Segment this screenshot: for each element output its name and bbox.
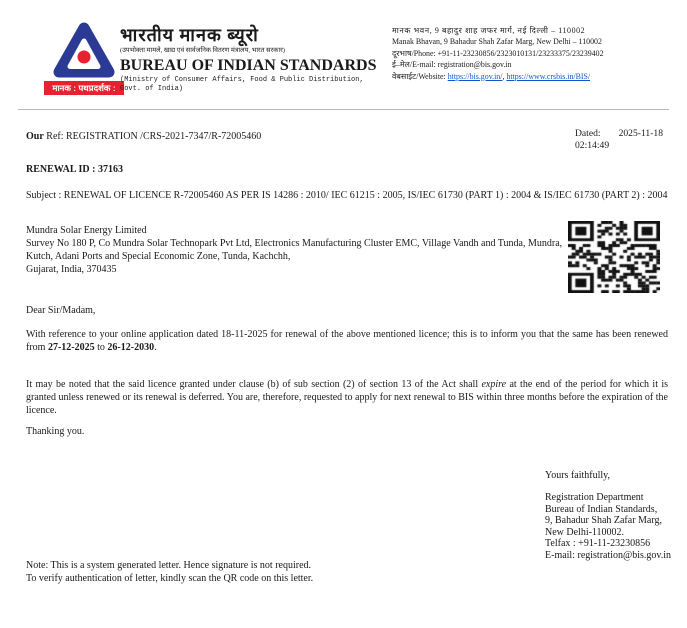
recipient-address-line: Gujarat, India, 370435 [26, 264, 117, 275]
recipient-name: Mundra Solar Energy Limited [26, 225, 147, 236]
org-title-english: BUREAU OF INDIAN STANDARDS [120, 57, 377, 74]
ref-label: Our [26, 131, 44, 142]
contact-address-english: Manak Bhavan, 9 Bahadur Shah Zafar Marg, New Delhi – 110002 [392, 37, 602, 47]
ref-line [26, 131, 261, 142]
website-separator: , [502, 71, 507, 81]
paragraph-text: With reference to your online application dated 18-11-2025 for renewal of the above mentioned licence; this is to inform you that the same has been renewed from [26, 329, 668, 353]
contact-phone-line [392, 48, 685, 59]
org-title-hindi: भारतीय मानक ब्यूरो [120, 25, 259, 45]
signature-line: E-mail: registration@bis.gov.in [545, 549, 672, 561]
signature-block [545, 492, 671, 561]
renewal-id: RENEWAL ID : 37163 [26, 164, 123, 175]
phone-value: +91-11-23230856/2323010131/23233375/23239402 [437, 48, 604, 58]
signature-line: Bureau of Indian Standards, [545, 503, 658, 515]
renewal-paragraph [26, 328, 668, 354]
expire-emphasis: expire [481, 379, 507, 390]
salutation: Dear Sir/Madam, [26, 305, 96, 316]
bis-logo [44, 22, 124, 95]
dated-date: 2025-11-18 [618, 128, 663, 139]
contact-email-line [392, 59, 685, 70]
footer-note [26, 559, 313, 585]
dated-time: 02:14:49 [575, 139, 610, 151]
recipient-address-line: Kutch, Adani Ports and Special Economic Zone, Tunda, Kachchh, [26, 251, 291, 262]
paragraph-text: . [154, 342, 157, 353]
renewal-end-date: 26-12-2030 [107, 342, 155, 353]
paragraph-text: It may be noted that the said licence granted under clause (b) of sub section (2) of section 13 of the Act shall [26, 379, 482, 390]
thanking-line: Thanking you. [26, 426, 85, 437]
expiry-paragraph [26, 378, 668, 417]
email-label: ई–मेल/E-mail: [392, 60, 438, 70]
website-label: वेबसाईट/Website: [392, 71, 448, 81]
recipient-address-line: Survey No 180 P, Co Mundra Solar Technopark Pvt Ltd, Electronics Manufacturing Cluster EMC, Village Vandh and Tunda, Mundra, [26, 238, 563, 249]
phone-label: दूरभाष/Phone: [392, 48, 438, 58]
organization-block [120, 25, 392, 93]
org-subtitle-english: (Ministry of Consumer Affairs, Food & Public Distribution, Govt. of India) [120, 76, 364, 93]
bis-logo-tagline: मानक : पथप्रदर्शक : [44, 81, 124, 95]
renewal-start-date: 27-12-2025 [47, 342, 95, 353]
dated-block [575, 128, 663, 151]
paragraph-text: at the end of the period for which it is granted unless renewed or its renewal is deferred. You are, therefore, requested to apply for next renewal to BIS within three months before the expiration of the licence. [26, 379, 668, 416]
signature-line: 9, Bahadur Shah Zafar Marg, [545, 515, 663, 526]
ref-number: Ref: REGISTRATION /CRS-2021-7347/R-72005460 [43, 131, 262, 142]
bis-logo-icon [53, 22, 115, 80]
contact-block [392, 25, 685, 82]
subject-line: Subject : RENEWAL OF LICENCE R-72005460 AS PER IS 14286 : 2010/ IEC 61215 : 2005, IS/IEC 61730 (PART 1) : 2004 & IS/IEC 61730 (PART 2) : 2004 [26, 190, 668, 201]
org-subtitle-hindi: (उपभोक्ता मामले, खाद्य एवं सार्वजनिक वितरण मंत्रालय, भारत सरकार) [120, 47, 285, 54]
website-link-bis[interactable]: https://bis.gov.in/ [447, 71, 503, 81]
signature-line: Registration Department [545, 492, 644, 503]
signature-line: New Delhi-110002. [545, 526, 625, 538]
header-divider [18, 109, 669, 110]
recipient-address [26, 224, 566, 276]
qr-code [568, 221, 660, 293]
contact-website-line [392, 71, 685, 82]
note-line-1: Note: This is a system generated letter. Hence signature is not required. [26, 560, 312, 571]
note-line-2: To verify authentication of letter, kindly scan the QR code on this letter. [26, 573, 314, 584]
website-link-crsbis[interactable]: https://www.crsbis.in/BIS/ [506, 71, 591, 81]
closing-line: Yours faithfully, [545, 470, 611, 481]
signature-line: Telfax : +91-11-23230856 [545, 538, 651, 549]
paragraph-text: to [94, 342, 108, 353]
dated-label: Dated: [575, 128, 601, 139]
email-value: registration@bis.gov.in [437, 60, 512, 70]
contact-address-hindi: मानक भवन, 9 बहादुर शाह जफर मार्ग, नई दिल्ली – 110002 [392, 26, 586, 35]
